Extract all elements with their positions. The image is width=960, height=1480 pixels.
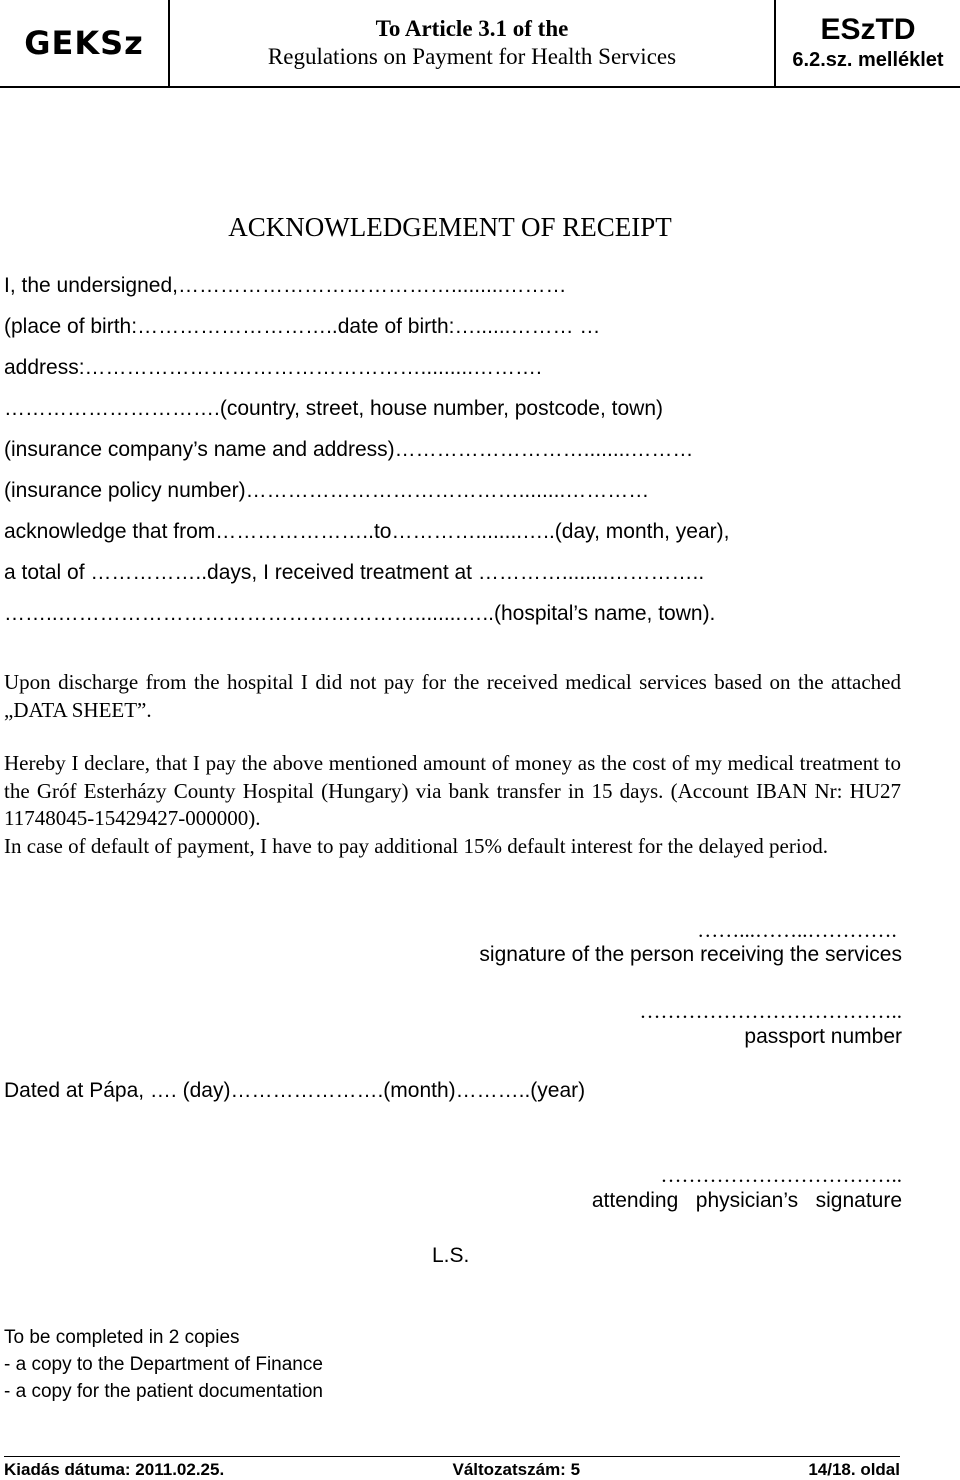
field-treatment-days: a total of ……………..days, I received treatment at …………........………….. [4,561,705,584]
header-logo-cell [0,0,170,86]
document-title: ACKNOWLEDGEMENT OF RECEIPT [228,212,672,242]
header-code-cell [776,0,960,86]
copies-notes [4,1324,323,1405]
notes-line-copies: To be completed in 2 copies [4,1327,240,1348]
notes-line-patient: - a copy for the patient documentation [4,1381,323,1402]
field-address-detail: ………………………….(country, street, house number, postcode, town) [4,397,664,420]
header-code: ESzTD [820,13,916,46]
field-insurance-policy: (insurance policy number)…………………………………........………… [4,479,650,502]
paragraph-declaration: Hereby I declare, that I pay the above mentioned amount of money as the cost of my medical treatment to the Gróf Esterházy County Hospital (Hungary) via bank transfer in 15 days. (Account IBAN Nr: HU27 11748045-15429427-000000). [4,751,901,830]
field-place-date-of-birth: (place of birth:………………………..date of birth:…......……… … [4,315,601,338]
document-footer [4,1460,900,1480]
physician-signature-line: …………………………….. [660,1163,902,1187]
header-subtitle: Regulations on Payment for Health Services [267,44,677,69]
footer-page-number: 14/18. oldal [808,1460,900,1479]
footer-issue-date: Kiadás dátuma: 2011.02.25. [4,1460,225,1479]
physician-signature-label: attending physician’s signature [591,1189,902,1212]
paragraph-discharge: Upon discharge from the hospital I did not pay for the received medical services based on the attached „DATA SHEET”. [4,670,901,722]
paragraph-default-interest: In case of default of payment, I have to pay additional 15% default interest for the delayed period. [4,834,828,858]
signature-receiver-label: signature of the person receiving the services [479,943,902,966]
field-insurance-company: (insurance company’s name and address)………………………........……… [4,438,694,461]
field-hospital: ……..……………………………………………........…..(hospital’s name, town). [4,602,716,625]
dated-line: Dated at Pápa, …. (day)………………….(month)………..(year) [4,1079,586,1102]
footer-version: Változatszám: 5 [452,1460,581,1479]
header-code-sub: 6.2.sz. melléklet [792,49,944,71]
header-title-cell [170,0,776,86]
header-divider [0,86,960,88]
passport-number-label: passport number [744,1025,902,1048]
notes-line-finance: - a copy to the Department of Finance [4,1354,323,1375]
field-treatment-dates: acknowledge that from…………………..to…………........…..(day, month, year), [4,520,730,543]
footer-divider [4,1456,900,1457]
field-address: address:………………………………………….........………. [4,356,542,379]
field-undersigned: I, the undersigned,………………………………….........……… [4,274,567,297]
passport-number-line: ……………………………….. [639,999,902,1023]
header-title: To Article 3.1 of the [375,16,569,41]
seal-placeholder: L.S. [432,1244,470,1267]
logo: GEKSz [24,24,144,62]
document-header [0,0,960,86]
signature-receiver-line: ……...……..…………. [697,918,902,942]
